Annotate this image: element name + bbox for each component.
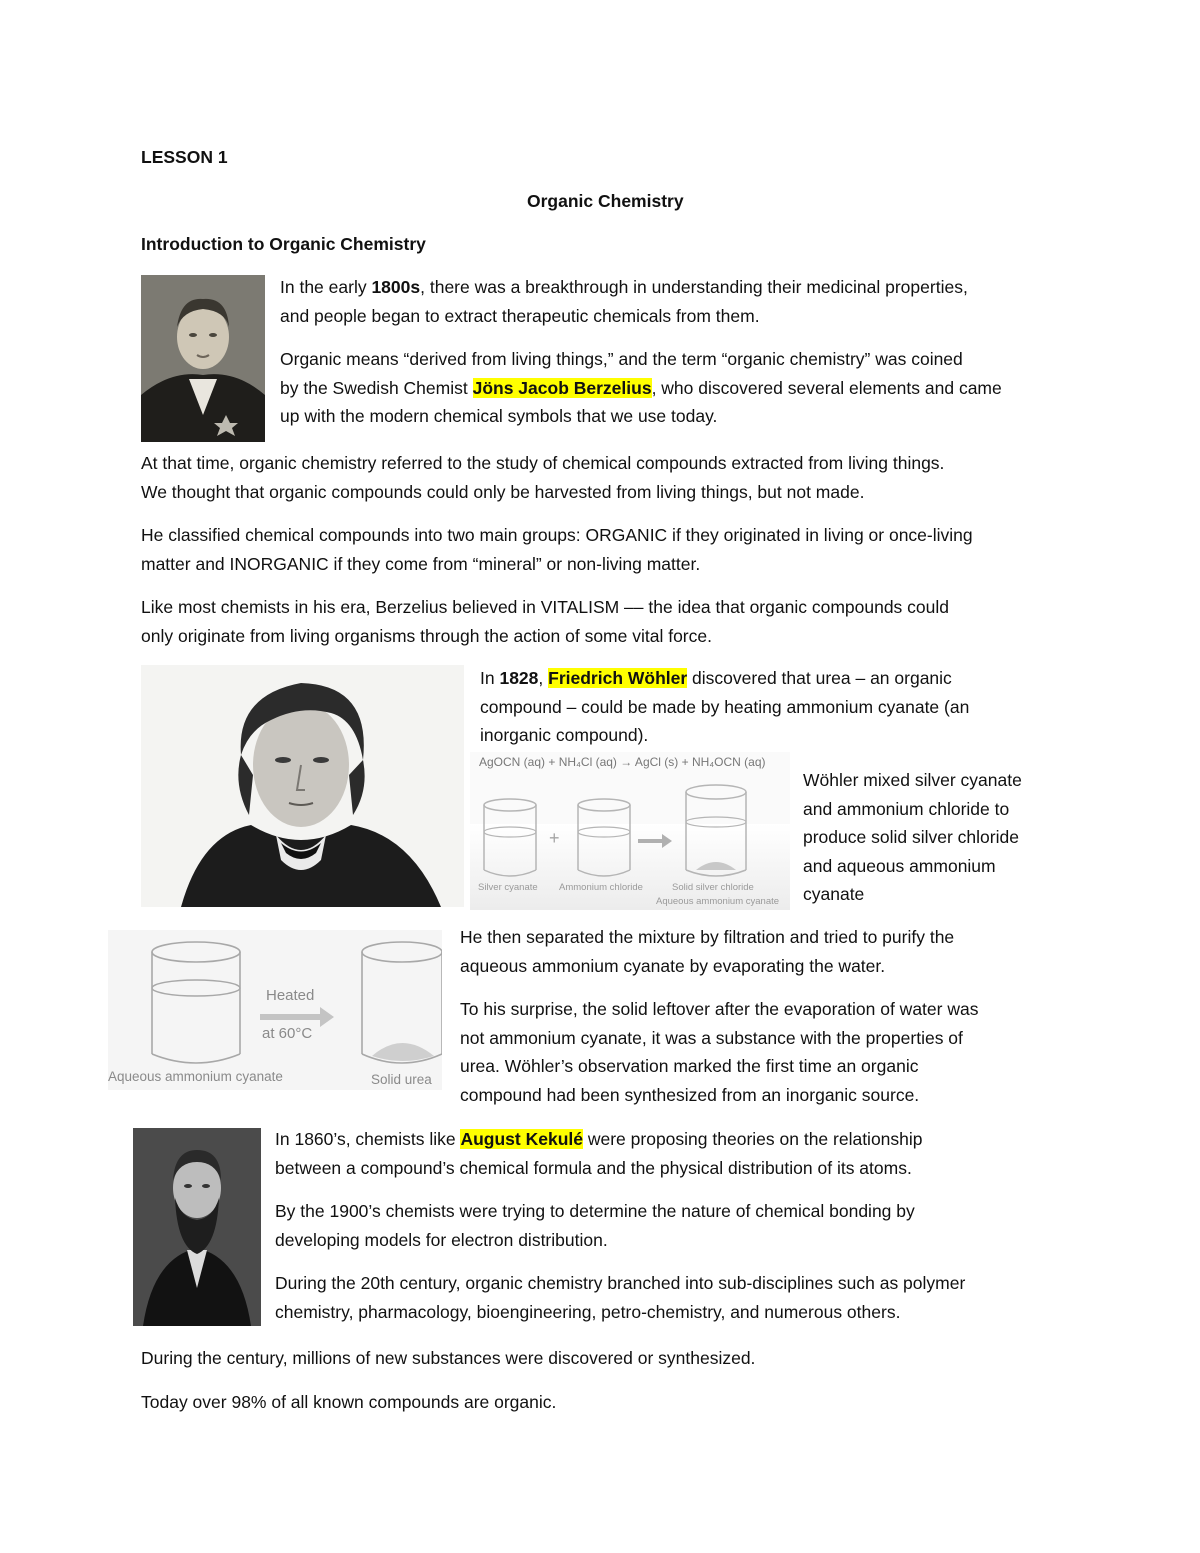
body-line-2: We thought that organic compounds could only be harvested from living things, but not made.	[141, 481, 865, 502]
wohler-paragraph-line-3: inorganic compound).	[480, 725, 649, 745]
page-title: Organic Chemistry	[527, 191, 684, 211]
separation-line-2: aqueous ammonium cyanate by evaporating the water.	[460, 955, 886, 976]
subdisciplines-paragraph: During the 20th century, organic chemistry branched into sub-disciplines such as polymer	[275, 1273, 966, 1293]
subdisciplines-paragraph-line-2: chemistry, pharmacology, bioengineering, petro-chemistry, and numerous others.	[275, 1301, 901, 1322]
wohler-portrait	[141, 665, 464, 907]
wohler-side-line-5: cyanate	[803, 884, 865, 904]
closing-line-2: Today over 98% of all known compounds are organic.	[141, 1391, 557, 1412]
separation-line-6: compound had been synthesized from an inorganic source.	[460, 1084, 920, 1105]
kekule-paragraph-line-2: between a compound’s chemical formula and the physical distribution of its atoms.	[275, 1157, 912, 1178]
section-heading: Introduction to Organic Chemistry	[141, 234, 426, 254]
intro-paragraph-2: Organic means “derived from living things,” and the term “organic chemistry” was coined	[280, 349, 963, 369]
wohler-side-line-1: Wöhler mixed silver cyanate	[803, 770, 1022, 790]
wohler-side-line-4: and aqueous ammonium	[803, 855, 996, 876]
separation-line-3: To his surprise, the solid leftover after the evaporation of water was	[460, 999, 979, 1019]
label-ammonium-chloride: Ammonium chloride	[559, 882, 643, 893]
reaction-plus: +	[549, 828, 560, 848]
reaction-diagram	[470, 752, 790, 910]
reaction-equation: AgOCN (aq) + NH₄Cl (aq) → AgCl (s) + NH₄OCN (aq)	[479, 755, 766, 769]
kekule-name-highlight: August Kekulé	[460, 1129, 583, 1149]
body-line-3: He classified chemical compounds into two main groups: ORGANIC if they originated in living or once-living	[141, 525, 973, 545]
wohler-side-line-2: and ammonium chloride to	[803, 798, 1010, 819]
lesson-label: LESSON 1	[141, 147, 228, 167]
kekule-portrait	[133, 1128, 261, 1326]
solid-urea-label: Solid urea	[371, 1072, 432, 1087]
temperature-label: at 60°C	[262, 1025, 313, 1042]
intro-paragraph-2-line-3: up with the modern chemical symbols that we use today.	[280, 406, 718, 426]
wohler-paragraph: In 1828, Friedrich Wöhler discovered that urea – an organic	[480, 668, 952, 688]
kekule-paragraph: In 1860’s, chemists like August Kekulé were proposing theories on the relationship	[275, 1129, 923, 1149]
intro-paragraph-1: In the early 1800s, there was a breakthrough in understanding their medicinal properties,	[280, 277, 968, 297]
body-line-1: At that time, organic chemistry referred to the study of chemical compounds extracted from living things.	[141, 453, 945, 473]
heating-diagram	[108, 930, 442, 1090]
wohler-name-highlight: Friedrich Wöhler	[548, 668, 688, 688]
aqueous-ammonium-cyanate-label: Aqueous ammonium cyanate	[108, 1069, 283, 1084]
body-line-5: Like most chemists in his era, Berzelius believed in VITALISM –– the idea that organic compounds could	[141, 597, 950, 617]
berzelius-portrait	[141, 275, 265, 442]
wohler-side-line-3: produce solid silver chloride	[803, 827, 1019, 847]
intro-paragraph-1-line-2: and people began to extract therapeutic chemicals from them.	[280, 305, 760, 326]
berzelius-name-highlight: Jöns Jacob Berzelius	[472, 377, 652, 398]
body-line-6: only originate from living organisms through the action of some vital force.	[141, 625, 712, 646]
closing-line-1: During the century, millions of new substances were discovered or synthesized.	[141, 1348, 756, 1368]
label-aqueous-ammonium-cyanate: Aqueous ammonium cyanate	[656, 896, 780, 907]
bonding-paragraph: By the 1900’s chemists were trying to determine the nature of chemical bonding by	[275, 1201, 915, 1221]
label-silver-cyanate: Silver cyanate	[478, 882, 538, 893]
separation-line-1: He then separated the mixture by filtration and tried to purify the	[460, 927, 955, 947]
separation-line-4: not ammonium cyanate, it was a substance with the properties of	[460, 1027, 963, 1048]
heated-label: Heated	[266, 987, 315, 1004]
wohler-paragraph-line-2: compound – could be made by heating ammonium cyanate (an	[480, 696, 970, 717]
intro-paragraph-2-line-2: by the Swedish Chemist Jöns Jacob Berzelius, who discovered several elements and came	[280, 377, 1002, 398]
body-line-4: matter and INORGANIC if they come from “mineral” or non-living matter.	[141, 553, 701, 574]
bonding-paragraph-line-2: developing models for electron distribution.	[275, 1229, 608, 1250]
separation-line-5: urea. Wöhler’s observation marked the first time an organic	[460, 1056, 919, 1076]
label-solid-silver-chloride: Solid silver chloride	[672, 882, 754, 893]
